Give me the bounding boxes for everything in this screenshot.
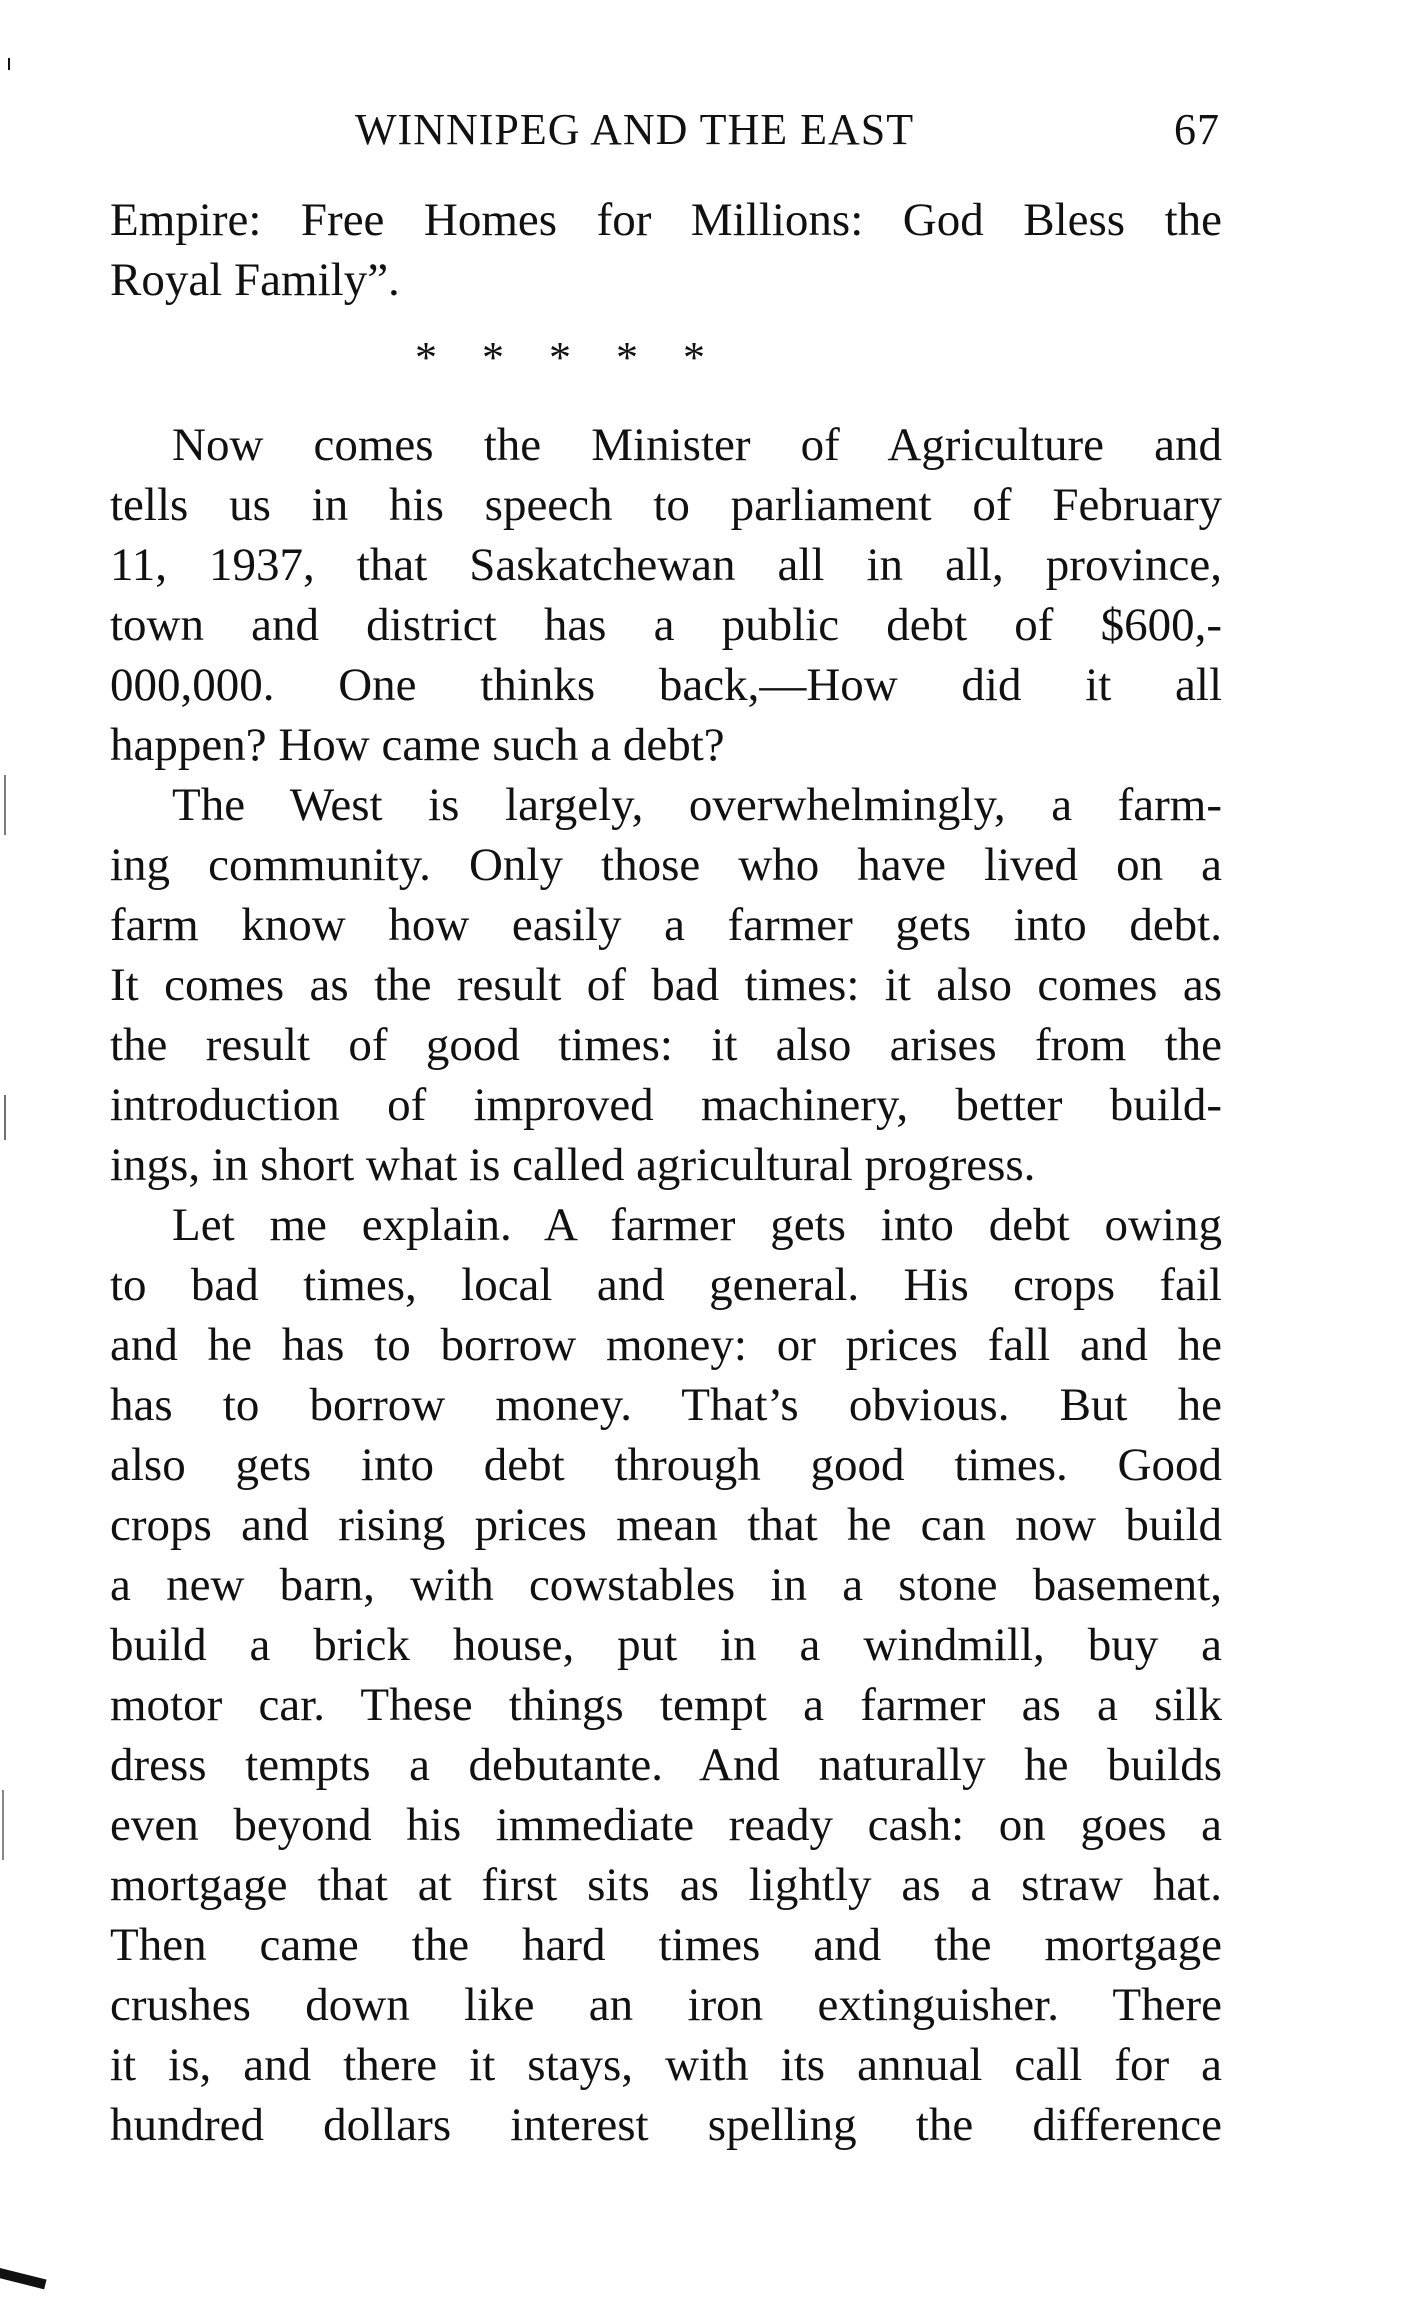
- paragraph-1: [110, 190, 1222, 310]
- body-text: [110, 190, 1222, 2155]
- text-line: 11, 1937, that Saskatchewan all in all, province,: [110, 539, 1222, 591]
- scan-edge-mark: [8, 58, 10, 70]
- text-line: Now comes the Minister of Agriculture and: [172, 419, 1222, 471]
- paragraph-4: [110, 1195, 1222, 2155]
- text-line: hundred dollars interest spelling the difference: [110, 2099, 1222, 2151]
- text-line: town and district has a public debt of $600,-: [110, 599, 1222, 651]
- paragraph-3: [110, 775, 1222, 1195]
- text-line: ing community. Only those who have lived on a: [110, 839, 1222, 891]
- text-line: has to borrow money. That’s obvious. But he: [110, 1379, 1222, 1431]
- paragraph-2: [110, 415, 1222, 775]
- text-line: Then came the hard times and the mortgage: [110, 1919, 1222, 1971]
- scan-edge-mark: [4, 775, 6, 835]
- text-line: build a brick house, put in a windmill, buy a: [110, 1619, 1222, 1671]
- text-line: It comes as the result of bad times: it also comes as: [110, 959, 1222, 1011]
- text-line: even beyond his immediate ready cash: on goes a: [110, 1799, 1222, 1851]
- running-title: WINNIPEG AND THE EAST: [355, 105, 915, 154]
- text-line: tells us in his speech to parliament of February: [110, 479, 1222, 531]
- text-line: 000,000. One thinks back,—How did it all: [110, 659, 1222, 711]
- text-line: also gets into debt through good times. Good: [110, 1439, 1222, 1491]
- section-separator: * * * * *: [415, 333, 705, 382]
- text-line: The West is largely, overwhelmingly, a farm-: [172, 779, 1222, 831]
- text-line: and he has to borrow money: or prices fall and he: [110, 1319, 1222, 1371]
- text-line: motor car. These things tempt a farmer as a silk: [110, 1679, 1222, 1731]
- scan-edge-mark: [0, 2268, 47, 2289]
- text-line: it is, and there it stays, with its annual call for a: [110, 2039, 1222, 2091]
- text-line: mortgage that at first sits as lightly as a straw hat.: [110, 1859, 1222, 1911]
- text-line: farm know how easily a farmer gets into debt.: [110, 899, 1222, 951]
- text-line: Empire: Free Homes for Millions: God Bless the: [110, 194, 1222, 246]
- text-line: the result of good times: it also arises from the: [110, 1019, 1222, 1071]
- text-line: a new barn, with cowstables in a stone basement,: [110, 1559, 1222, 1611]
- text-line: happen? How came such a debt?: [110, 719, 725, 771]
- running-head: [110, 100, 1220, 160]
- page-number: 67: [1174, 105, 1220, 154]
- scan-edge-mark: [4, 1095, 6, 1140]
- text-line: introduction of improved machinery, better build-: [110, 1079, 1222, 1131]
- text-line: crops and rising prices mean that he can now build: [110, 1499, 1222, 1551]
- text-line: Royal Family”.: [110, 254, 400, 306]
- scan-edge-mark: [2, 1790, 4, 1860]
- text-line: ings, in short what is called agricultural progress.: [110, 1139, 1036, 1191]
- text-line: crushes down like an iron extinguisher. There: [110, 1979, 1222, 2031]
- text-line: dress tempts a debutante. And naturally he builds: [110, 1739, 1222, 1791]
- text-line: to bad times, local and general. His crops fail: [110, 1259, 1222, 1311]
- text-line: Let me explain. A farmer gets into debt owing: [172, 1199, 1222, 1251]
